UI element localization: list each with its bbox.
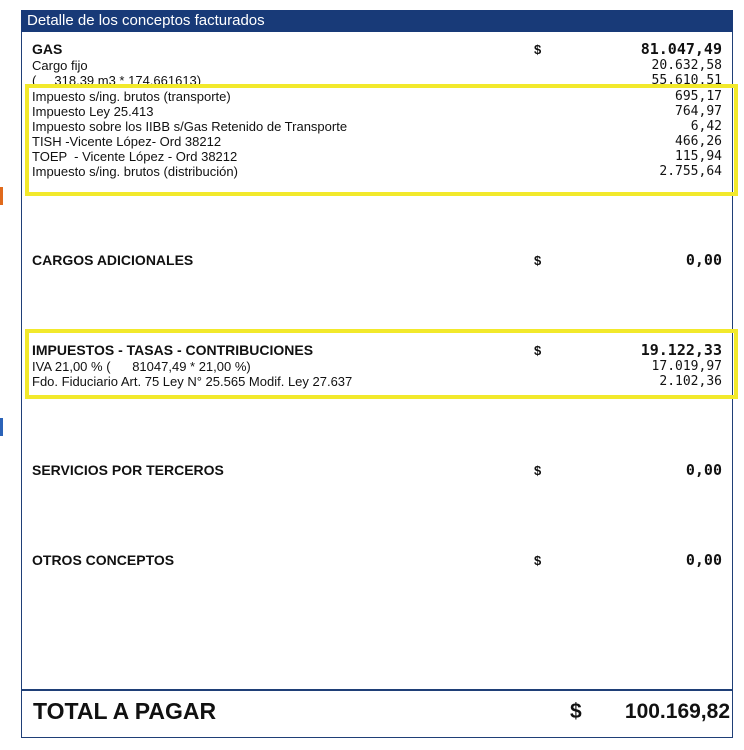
servicios-currency: $	[534, 463, 542, 478]
impuestos-line-label: Fdo. Fiduciario Art. 75 Ley N° 25.565 Modif. Ley 27.637	[32, 374, 353, 389]
gas-line-amount: 695,17	[675, 89, 722, 104]
total-separator	[22, 689, 732, 691]
impuestos-total: 19.122,33	[640, 341, 722, 359]
otros-total: 0,00	[685, 551, 722, 569]
gas-line-amount: 55.610,51	[651, 73, 722, 88]
gas-line-label: Cargo fijo	[32, 58, 88, 73]
servicios-title: SERVICIOS POR TERCEROS	[32, 462, 224, 478]
gas-currency: $	[534, 42, 542, 57]
total-currency: $	[570, 700, 582, 723]
edge-mark-orange	[0, 187, 3, 205]
impuestos-title: IMPUESTOS - TASAS - CONTRIBUCIONES	[32, 342, 314, 358]
gas-line-label: TOEP - Vicente López - Ord 38212	[32, 149, 238, 164]
otros-currency: $	[534, 553, 542, 568]
gas-line-amount: 20.632,58	[651, 58, 722, 73]
gas-line-label: Impuesto sobre los IIBB s/Gas Retenido de Transporte	[32, 119, 348, 134]
total-label: TOTAL A PAGAR	[33, 698, 217, 724]
gas-line-label: Impuesto Ley 25.413	[32, 104, 154, 119]
otros-title: OTROS CONCEPTOS	[32, 552, 175, 568]
edge-mark-blue	[0, 418, 3, 436]
total-amount: 100.169,82	[624, 700, 730, 723]
gas-line-amount: 2.755,64	[659, 164, 722, 179]
gas-line-amount: 115,94	[675, 149, 722, 164]
cargos-currency: $	[534, 253, 542, 268]
impuestos-line-amount: 17.019,97	[651, 359, 722, 374]
gas-line-label: Impuesto s/ing. brutos (distribución)	[32, 164, 238, 179]
gas-line-label: Impuesto s/ing. brutos (transporte)	[32, 89, 231, 104]
gas-line-label: TISH -Vicente López- Ord 38212	[32, 134, 222, 149]
gas-line-label: ( 318,39 m3 * 174,661613)	[32, 73, 202, 88]
highlight-box-gas-taxes	[25, 84, 738, 196]
highlight-box-impuestos	[25, 329, 738, 399]
cargos-title: CARGOS ADICIONALES	[32, 252, 194, 268]
cargos-total: 0,00	[685, 251, 722, 269]
impuestos-currency: $	[534, 343, 542, 358]
section-header: Detalle de los conceptos facturados	[21, 10, 733, 32]
gas-line-amount: 764,97	[675, 104, 722, 119]
impuestos-line-label: IVA 21,00 % ( 81047,49 * 21,00 %)	[32, 359, 251, 374]
gas-total: 81.047,49	[640, 40, 722, 58]
gas-line-amount: 466,26	[675, 134, 722, 149]
gas-line-amount: 6,42	[690, 119, 722, 134]
impuestos-line-amount: 2.102,36	[659, 374, 722, 389]
gas-title: GAS	[32, 41, 63, 57]
servicios-total: 0,00	[685, 461, 722, 479]
